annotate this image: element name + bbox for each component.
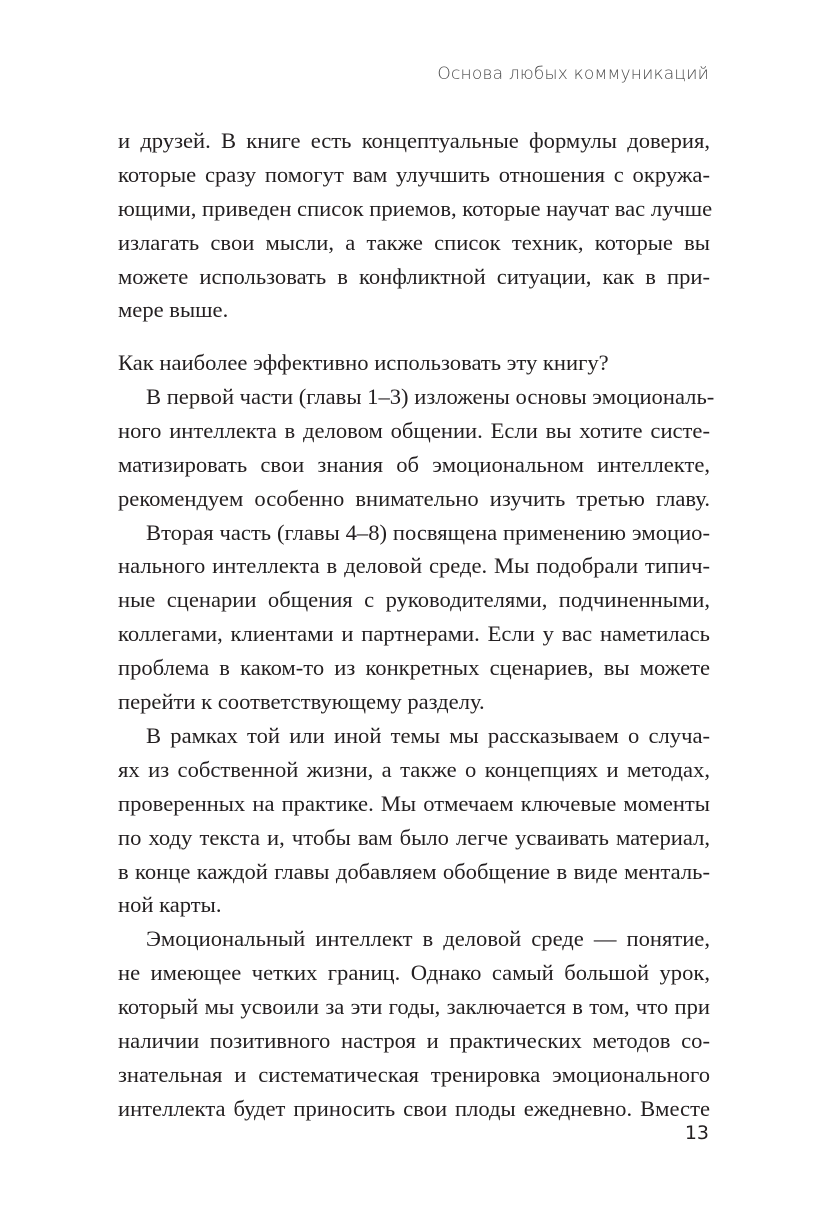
text-line: ях из собственной жизни, а также о концепциях и методах, xyxy=(118,756,710,782)
text-line: В рамках той или иной темы мы рассказываем о случа- xyxy=(146,723,710,748)
text-line: ного интеллекта в деловом общении. Если вы хотите систе- xyxy=(118,417,710,443)
paragraph xyxy=(118,719,710,922)
text-line: не имеющее четких границ. Однако самый большой урок, xyxy=(118,960,710,986)
text-line: проблема в каком-то из конкретных сценариев, вы можете xyxy=(118,655,710,681)
text-line: коллегами, клиентами и партнерами. Если у вас наметилась xyxy=(118,621,710,647)
text-line: в конце каждой главы добавляем обобщение в виде менталь- xyxy=(118,858,710,884)
text-line: проверенных на практике. Мы отмечаем ключевые моменты xyxy=(118,790,710,816)
text-line: В первой части (главы 1–3) изложены основы эмоциональ- xyxy=(146,384,715,409)
text-line: ной карты. xyxy=(118,892,222,918)
paragraph xyxy=(118,516,710,719)
running-header-title: Основа любых коммуникаций xyxy=(437,64,709,84)
text-line: и друзей. В книге есть концептуальные формулы доверия, xyxy=(118,128,710,153)
paragraph-continuation xyxy=(118,124,713,327)
text-line: которые сразу помогут вам улучшить отношения с окружа- xyxy=(118,161,710,187)
paragraph xyxy=(118,380,715,516)
text-line: рекомендуем особенно внимательно изучить третью главу. xyxy=(118,485,710,511)
text-line: наличии позитивного настроя и практических методов со- xyxy=(118,1028,710,1054)
paragraph xyxy=(118,922,710,1125)
text-line: можете использовать в конфликтной ситуации, как в при- xyxy=(118,263,710,289)
text-line: Вторая часть (главы 4–8) посвящена применению эмоцио- xyxy=(146,519,710,545)
text-line: ные сценарии общения с руководителями, подчиненными, xyxy=(118,587,710,613)
page-number: 13 xyxy=(684,1122,709,1144)
text-line: излагать свои мысли, а также список техник, которые вы xyxy=(118,229,710,255)
text-line: по ходу текста и, чтобы вам было легче усваивать материал, xyxy=(118,824,710,850)
section-heading-block xyxy=(118,346,710,380)
text-line: матизировать свои знания об эмоциональном интеллекте, xyxy=(118,451,710,477)
text-line: ющими, приведен список приемов, которые научат вас лучше xyxy=(118,195,713,221)
section-heading: Как наиболее эффективно использовать эту книгу? xyxy=(118,350,609,375)
text-line: который мы усвоили за эти годы, заключается в том, что при xyxy=(118,994,710,1020)
text-line: Эмоциональный интеллект в деловой среде — понятие, xyxy=(146,926,710,952)
text-line: мере выше. xyxy=(118,297,229,323)
text-line: знательная и систематическая тренировка эмоционального xyxy=(118,1061,710,1087)
text-line: интеллекта будет приносить свои плоды ежедневно. Вместе xyxy=(118,1095,710,1121)
text-line: перейти к соответствующему разделу. xyxy=(118,689,485,715)
text-line: нального интеллекта в деловой среде. Мы подобрали типич- xyxy=(118,553,710,579)
